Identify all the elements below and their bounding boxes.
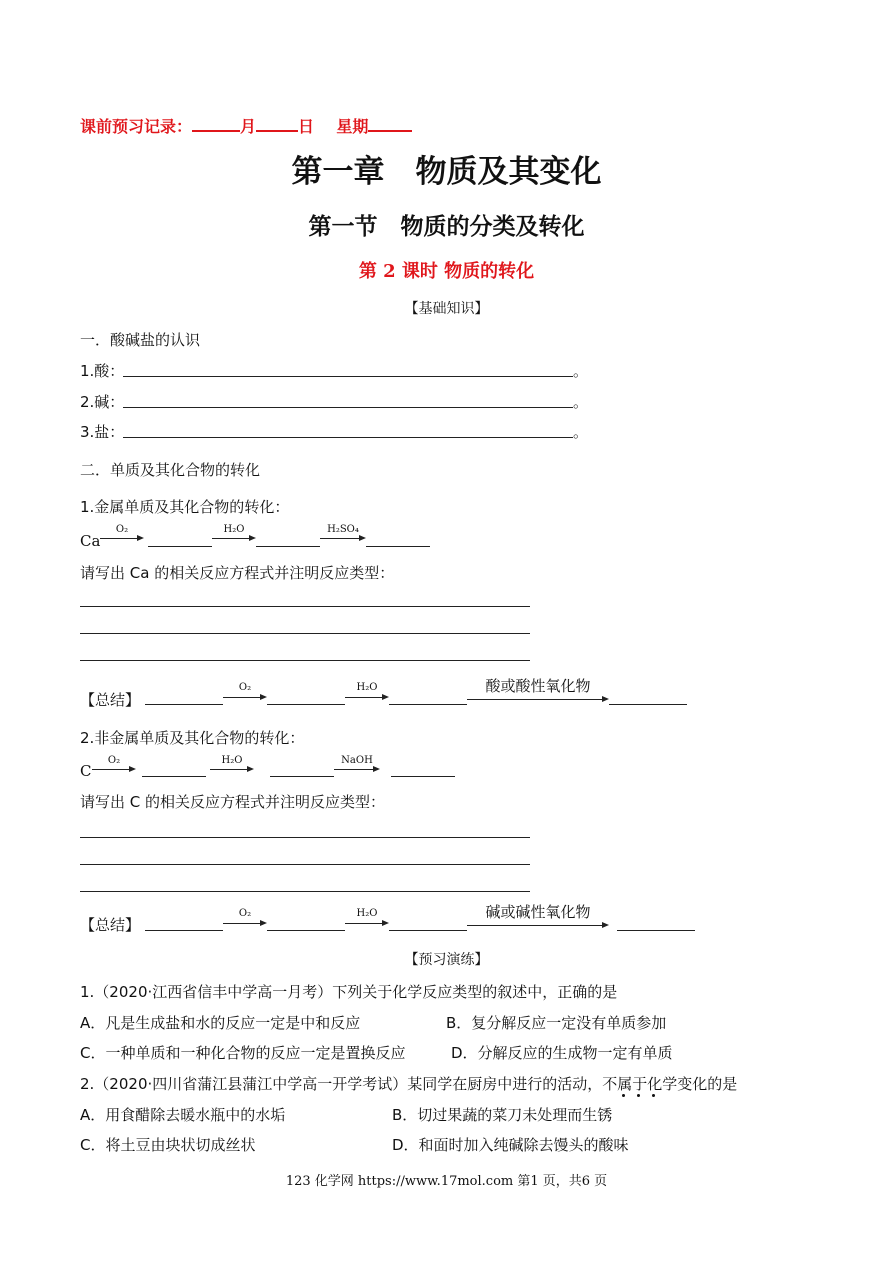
metal-summary-arrow-1 [223,687,267,699]
emphasis-dot-3 [652,1094,655,1097]
metal-blank-2 [256,546,320,547]
base-end: 。 [573,393,589,411]
preview-record [80,114,412,137]
q2-stem-emphasis [602,1075,647,1093]
metal-answer-line-2 [80,633,530,634]
nonmetal-summary-arrow-3 [467,915,609,927]
q2-stem-emphasis-text: 不属于 [602,1075,648,1093]
metal-summary-arrow-2 [345,687,389,699]
acid-blank [123,376,573,377]
nonmetal-blank-2 [270,776,334,777]
nonmetal-answer-line-2 [80,864,530,865]
nonmetal-answer-line-1 [80,837,530,838]
metal-blank-3 [366,546,430,547]
salt-end: 。 [573,423,589,441]
metal-answer-line-1 [80,606,530,607]
q2-option-d: D．和面时加入纯碱除去馒头的酸味 [392,1136,629,1154]
nonmetal-summary-arrow-2 [345,913,389,925]
q1-stem: 1.（2020·江西省信丰中学高一月考）下列关于化学反应类型的叙述中，正确的是 [80,983,618,1001]
nonmetal-arrow-1 [92,759,136,771]
q2-stem-post: 化学变化的是 [647,1075,738,1093]
nonmetal-arrow-3 [334,759,380,771]
salt-blank [123,437,573,438]
nonmetal-answer-line-3 [80,891,530,892]
metal-arrow-2 [212,528,256,540]
metal-summary-blank-2 [267,704,345,705]
metal-summary-blank-1 [145,704,223,705]
q2-option-a: A．用食醋除去暖水瓶中的水垢 [80,1106,286,1124]
metal-summary-arrow-3-label: 酸或酸性氧化物 [485,677,591,695]
base-label: 2.碱： [80,393,125,411]
nonmetal-summary-arrow-1-label: O₂ [238,908,252,919]
nonmetal-summary-blank-1 [145,930,223,931]
part1-heading: 一．酸碱盐的认识 [80,331,201,349]
part2-heading: 二．单质及其化合物的转化 [80,461,261,479]
nonmetal-summary-arrow-1 [223,913,267,925]
base-blank [123,407,573,408]
nonmetal-start: C [80,762,92,780]
acid-end: 。 [573,362,589,380]
page-footer: 123 化学网 https://www.17mol.com 第1 页，共6 页 [285,1174,608,1189]
nonmetal-arrow-3-label: NaOH [341,755,373,766]
metal-start: Ca [80,532,101,550]
nonmetal-summary-label: 【总结】 [80,916,141,934]
metal-arrow-3-label: H₂SO₄ [327,524,359,535]
metal-arrow-1-label: O₂ [115,524,129,535]
month-label: 月 [240,117,257,136]
metal-answer-line-3 [80,660,530,661]
metal-arrow-1 [100,528,144,540]
metal-prompt: 请写出 Ca 的相关反应方程式并注明反应类型： [80,564,395,582]
nonmetal-summary-arrow-3-label: 碱或碱性氧化物 [485,903,591,921]
metal-summary-arrow-2-label: H₂O [356,682,378,693]
day-label: 日 [298,117,315,136]
section-title: 第一节 物质的分类及转化 [308,213,585,240]
weekday-label: 星期 [336,117,369,136]
q1-option-b: B．复分解反应一定没有单质参加 [446,1014,667,1032]
q1-option-a: A．凡是生成盐和水的反应一定是中和反应 [80,1014,361,1032]
salt-label: 3.盐： [80,423,125,441]
nonmetal-summary-blank-4 [617,930,695,931]
nonmetal-blank-3 [391,776,455,777]
metal-heading: 1.金属单质及其化合物的转化： [80,498,290,516]
metal-arrow-2-label: H₂O [223,524,245,535]
metal-summary-label: 【总结】 [80,691,141,709]
emphasis-dot-2 [637,1094,640,1097]
metal-summary-arrow-3 [467,689,609,701]
nonmetal-arrow-1-label: O₂ [107,755,121,766]
metal-summary-blank-3 [389,704,467,705]
practice-heading: 【预习演练】 [404,952,489,968]
lesson-title: 第 2 课时 物质的转化 [358,261,535,282]
nonmetal-summary-arrow-2-label: H₂O [356,908,378,919]
metal-arrow-3 [320,528,366,540]
nonmetal-arrow-2-label: H₂O [221,755,243,766]
q2-option-c: C．将土豆由块状切成丝状 [80,1136,256,1154]
preview-label: 课前预习记录： [80,117,193,136]
nonmetal-blank-1 [142,776,206,777]
nonmetal-summary-blank-2 [267,930,345,931]
metal-summary-arrow-1-label: O₂ [238,682,252,693]
nonmetal-arrow-2 [210,759,254,771]
emphasis-dot-1 [622,1094,625,1097]
nonmetal-heading: 2.非金属单质及其化合物的转化： [80,729,305,747]
acid-label: 1.酸： [80,362,125,380]
metal-summary-blank-4 [609,704,687,705]
nonmetal-summary-blank-3 [389,930,467,931]
q2-option-b: B．切过果蔬的菜刀未处理而生锈 [392,1106,613,1124]
basic-knowledge-heading: 【基础知识】 [404,301,489,317]
chapter-title: 第一章 物质及其变化 [291,154,602,190]
q2-stem-pre: 2.（2020·四川省蒲江县蒲江中学高一开学考试）某同学在厨房中进行的活动， [80,1075,603,1093]
q2-stem [80,1073,737,1094]
q1-option-d: D．分解反应的生成物一定有单质 [451,1044,673,1062]
nonmetal-prompt: 请写出 C 的相关反应方程式并注明反应类型： [80,793,386,811]
q1-option-c: C．一种单质和一种化合物的反应一定是置换反应 [80,1044,406,1062]
metal-blank-1 [148,546,212,547]
